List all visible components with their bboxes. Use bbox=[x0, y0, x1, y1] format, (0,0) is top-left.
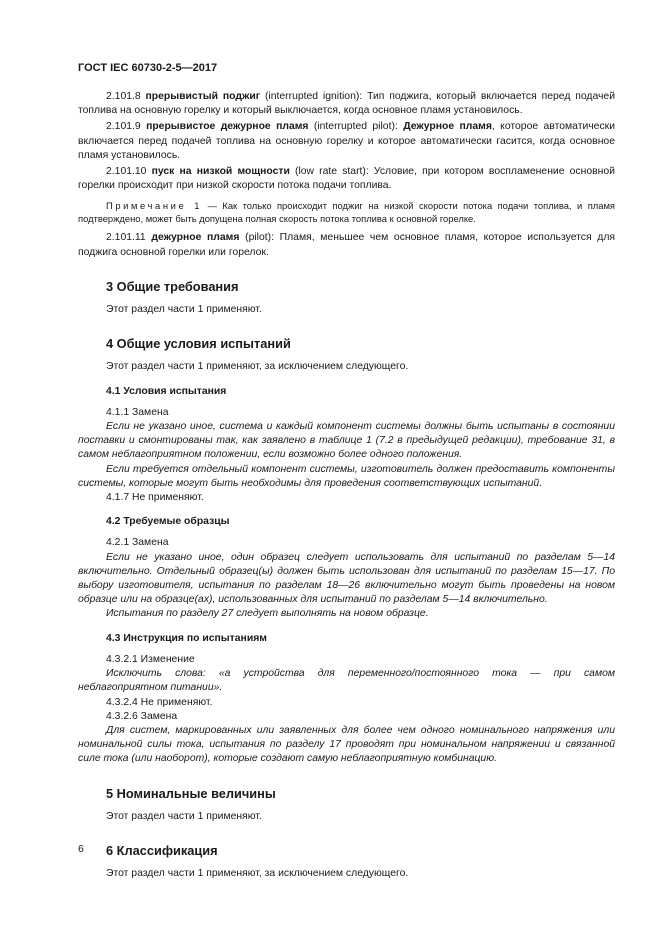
note-label: Примечание 1 bbox=[106, 200, 203, 212]
definition-number: 2.101.11 bbox=[106, 232, 146, 244]
definition-number: 2.101.9 bbox=[106, 121, 141, 133]
definition-text: , которое автоматически включается перед подачей топлива на основную горелку и которое автоматически гасится, когда основное пламя установилось. bbox=[78, 121, 616, 161]
clause-4-2-1: 4.2.1 Замена bbox=[106, 537, 169, 549]
clause-4-3-2-6-text: Для систем, маркированных или заявленных для более чем одного номинального напряжения или номинальной силы тока, испытания по разделу 17 проводят при номинальном напряжении и связанной силе тока (или наоборот), которые создают самую неблагоприятную комбинацию. bbox=[78, 724, 615, 765]
definition-english: (interrupted ignition): bbox=[264, 91, 363, 102]
clause-4-3-2-4: 4.3.2.4 Не применяют. bbox=[106, 696, 213, 708]
definition-english: (low rate start): bbox=[295, 166, 369, 178]
definition-text: Пламя, меньшее чем основное пламя, которое используется для поджига основной горелки или горелок. bbox=[78, 232, 616, 258]
section-6-text: Этот раздел части 1 применяют, за исключением следующего. bbox=[106, 868, 409, 880]
definition-2-101-10 bbox=[78, 165, 615, 193]
note-1 bbox=[78, 199, 615, 225]
section-4-text: Этот раздел части 1 применяют, за исключением следующего. bbox=[106, 361, 409, 373]
clause-4-3-2-1: 4.3.2.1 Изменение bbox=[106, 653, 195, 665]
definition-term: дежурное пламя bbox=[151, 232, 240, 244]
clause-4-3-2-1-text: Исключить слова: «а устройства для переменного/постоянного тока — при самом неблагоприятном питании». bbox=[78, 668, 615, 694]
section-6-title: 6 Классификация bbox=[106, 842, 218, 858]
section-3-title: 3 Общие требования bbox=[106, 278, 239, 294]
definition-term-ref: Дежурное пламя bbox=[403, 121, 492, 133]
definition-text: Условие, при котором воспламенение основной горелки происходит при низкой скорости потока подачи топлива. bbox=[78, 166, 615, 192]
definition-term: пуск на низкой мощности bbox=[151, 166, 290, 178]
clause-4-1-1-text-2: Если требуется отдельный компонент системы, изготовитель должен предоставить компоненты системы, которые могут быть необходимы для проведения соответствующих испытаний. bbox=[78, 463, 615, 489]
clause-4-1-7: 4.1.7 Не применяют. bbox=[106, 492, 204, 504]
page-header: ГОСТ IEC 60730-2-5—2017 bbox=[78, 62, 218, 74]
note-text: — Как только происходит поджиг на низкой скорости потока подачи топлива, и пламя подтверждено, может быть допущена полная скорость потока топлива к основной горелке. bbox=[78, 200, 615, 225]
section-4-title: 4 Общие условия испытаний bbox=[106, 336, 291, 352]
definition-text: Тип поджига, который включается перед подачей топлива на основную горелку и который выключается, когда основное пламя установилось. bbox=[78, 91, 616, 117]
section-4-2-title: 4.2 Требуемые образцы bbox=[106, 516, 230, 528]
definition-english: (interrupted pilot): bbox=[313, 121, 398, 133]
definition-english: (pilot): bbox=[245, 232, 274, 244]
section-4-1-title: 4.1 Условия испытания bbox=[106, 385, 227, 397]
page-content bbox=[78, 90, 615, 881]
clause-4-1-1-text: Если не указано иное, система и каждый компонент системы должны быть испытаны в состоянии поставки и смонтированы так, как заявлено в таблице 1 (7.2 в предыдущей редакции), требование 31, в самом неблагоприятном положении, если возможно более одного положения. bbox=[78, 421, 615, 461]
section-4-3-title: 4.3 Инструкция по испытаниям bbox=[106, 632, 267, 644]
definition-2-101-8 bbox=[78, 90, 615, 118]
clause-4-3-2-6: 4.3.2.6 Замена bbox=[106, 710, 178, 722]
definition-number: 2.101.10 bbox=[106, 166, 147, 178]
section-5-title: 5 Номинальные величины bbox=[106, 785, 276, 801]
page-number: 6 bbox=[78, 844, 84, 855]
section-5-text: Этот раздел части 1 применяют. bbox=[106, 810, 262, 822]
definition-term: прерывистый поджиг bbox=[145, 91, 261, 102]
definition-term: прерывистое дежурное пламя bbox=[146, 121, 309, 133]
definition-2-101-11 bbox=[78, 231, 615, 259]
definition-number: 2.101.8 bbox=[106, 91, 141, 102]
clause-4-1-1: 4.1.1 Замена bbox=[106, 406, 169, 418]
section-3-text: Этот раздел части 1 применяют. bbox=[106, 304, 262, 316]
clause-4-2-1-text-2: Испытания по разделу 27 следует выполнять на новом образце. bbox=[106, 608, 429, 620]
definition-2-101-9 bbox=[78, 120, 615, 163]
clause-4-2-1-text: Если не указано иное, один образец следует использовать для испытаний по разделам 5—14 включительно. Отдельный образец(ы) должен быть использован для испытаний по разделам 15—17. По выбору изготовителя, испытания по разделам 18—26 включительно могут быть проведены на новом образце или на образце(ах), использованных для испытаний по разделам 5—14 включительно. bbox=[78, 551, 615, 606]
